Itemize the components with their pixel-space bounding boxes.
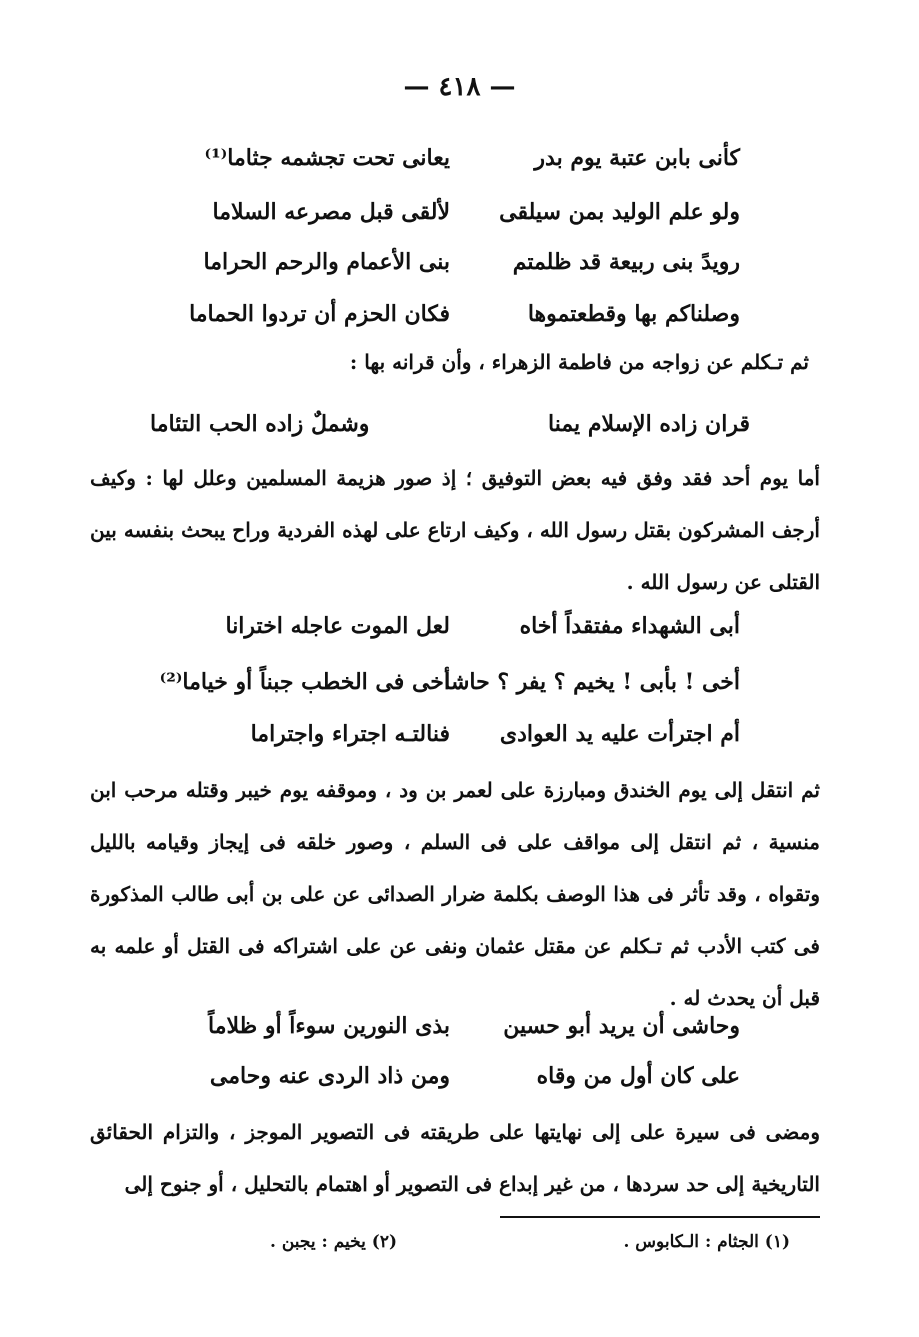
- footnotes: [270, 1232, 790, 1264]
- verse-first-hemistich: أبى الشهداء مفتقداً أخاه: [519, 613, 740, 639]
- verse-line: [180, 136, 740, 180]
- verse-second-hemistich: وشملٌ زاده الحب التئاما: [150, 411, 370, 437]
- page-number: — ٤١٨ —: [403, 72, 516, 102]
- verse-first-hemistich: على كان أول من وقاه: [536, 1063, 740, 1089]
- verse-first-hemistich: وصلناكم بها وقطعتموها: [527, 301, 740, 327]
- verse-first-hemistich: كأنى بابن عتبة يوم بدر: [534, 145, 740, 171]
- verse-second-hemistich: يعانى تحت تجشمه جثاما⁽¹⁾: [204, 145, 450, 171]
- paragraph-text: أما يوم أحد فقد وفق فيه بعض التوفيق ؛ إذ صور هزيمة المسلمين وعلل لها : وكيف أرجف المشركون بقتل رسول الله ، وكيف ارتاع على لهذه الفردية وراح يبحث بنفسه بين القتلى عن رسول الله .: [90, 466, 820, 594]
- verse-line: [180, 712, 740, 756]
- verse-first-hemistich: قران زاده الإسلام يمنا: [548, 411, 750, 437]
- verse-first-hemistich: أخى ! بأبى ! يخيم ؟ يفر ؟ حاشا: [444, 669, 740, 695]
- prose-paragraph: [90, 1106, 820, 1210]
- verse-line: [180, 190, 740, 234]
- verse-line: [159, 660, 740, 704]
- verse-second-hemistich: أخى فى الخطب جبناً أو خياما⁽²⁾: [159, 669, 450, 695]
- prose-paragraph: [90, 452, 820, 608]
- verse-first-hemistich: ولو علم الوليد بمن سيلقى: [499, 199, 740, 225]
- footnote-2: (٢) يخيم : يجبن .: [270, 1232, 398, 1252]
- footnote-divider: [500, 1216, 820, 1218]
- verse-line: [180, 292, 740, 336]
- verse-first-hemistich: أم اجترأت عليه يد العوادى: [499, 721, 740, 747]
- verse-line: [150, 402, 750, 446]
- paragraph-text: ثم انتقل إلى يوم الخندق ومبارزة على لعمر بن ود ، وموقفه يوم خيبر وقتله مرحب ابن منسية ، ثم انتقل إلى مواقف على فى السلم ، وصور خلقه فى إيجاز وقيامه بالليل وتقواه ، وقد تأثر فى هذا الوصف بكلمة ضرار الصدائى عن على بن أبى طالب المذكورة فى كتب الأدب ثم تـكلم عن مقتل عثمان ونفى عن على اشتراكه فى القتل أو علمه به قبل أن يحدث له .: [90, 778, 820, 1010]
- verse-first-hemistich: وحاشى أن يريد أبو حسين: [503, 1013, 740, 1039]
- verse-first-hemistich: رويدً بنى ربيعة قد ظلمتم: [512, 249, 740, 275]
- verse-second-hemistich: بنى الأعمام والرحم الحراما: [203, 249, 450, 275]
- verse-second-hemistich: بذى النورين سوءاً أو ظلاماً: [208, 1013, 450, 1039]
- verse-line: [180, 1004, 740, 1048]
- prose-paragraph: [90, 764, 820, 1024]
- intro-line: ثم تـكلم عن زواجه من فاطمة الزهراء ، وأن قرانه بها :: [349, 350, 809, 374]
- footnote-1: (١) الجثام : الـكابوس .: [623, 1232, 790, 1252]
- verse-second-hemistich: فنالتـه اجتراء واجتراما: [250, 721, 450, 747]
- verse-second-hemistich: ومن ذاد الردى عنه وحامى: [209, 1063, 450, 1089]
- paragraph-text: ومضى فى سيرة على إلى نهايتها على طريقته فى التصوير الموجز ، والتزام الحقائق التاريخية إلى حد سردها ، من غير إبداع فى التصوير أو اهتمام بالتحليل ، أو جنوح إلى: [90, 1120, 820, 1196]
- verse-line: [180, 604, 740, 648]
- verse-second-hemistich: لألقى قبل مصرعه السلاما: [212, 199, 450, 225]
- verse-line: [180, 1054, 740, 1098]
- verse-line: [180, 240, 740, 284]
- verse-second-hemistich: لعل الموت عاجله اخترانا: [225, 613, 450, 639]
- verse-second-hemistich: فكان الحزم أن تردوا الحماما: [189, 301, 450, 327]
